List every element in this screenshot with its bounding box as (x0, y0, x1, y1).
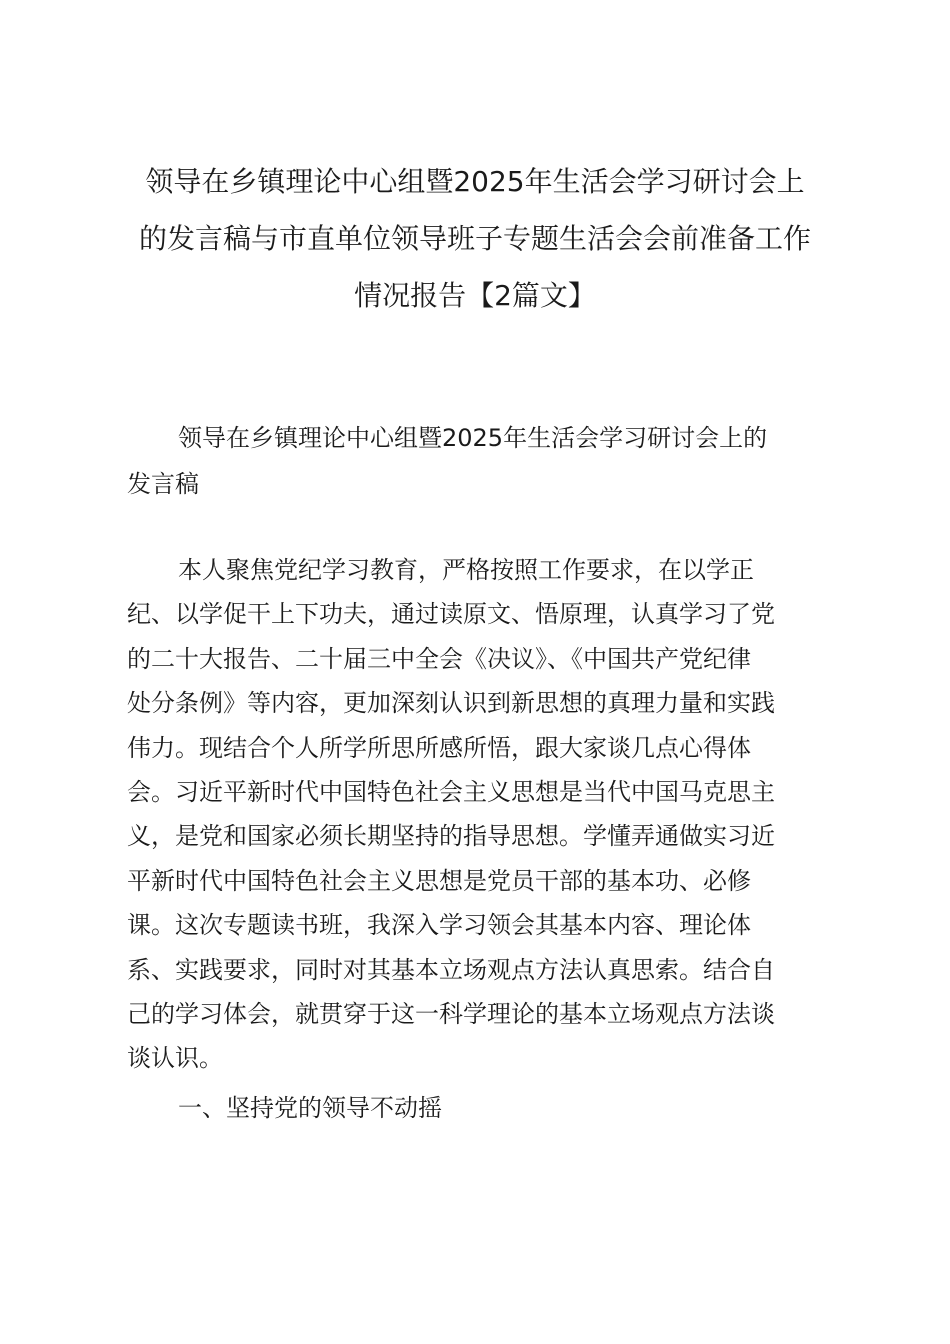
paragraph-line: 系、实践要求，同时对其基本立场观点方法认真思索。结合自 (127, 955, 775, 984)
title-line: 情况报告【2篇文】 (354, 279, 596, 312)
paragraph-line: 己的学习体会，就贯穿于这一科学理论的基本立场观点方法谈 (127, 1000, 775, 1029)
paragraph-line: 处分条例》等内容，更加深刻认识到新思想的真理力量和实践 (127, 689, 775, 718)
paragraph-line: 谈认识。 (127, 1044, 223, 1073)
paragraph-line: 课。这次专题读书班，我深入学习领会其基本内容、理论体 (127, 911, 751, 940)
title-line: 领导在乡镇理论中心组暨2025年生活会学习研讨会上 (145, 165, 805, 198)
paragraph-line: 义，是党和国家必须长期坚持的指导思想。学懂弄通做实习近 (127, 822, 775, 851)
title-line: 的发言稿与市直单位领导班子专题生活会会前准备工作 (138, 222, 811, 255)
paragraph-line: 纪、以学促干上下功夫，通过读原文、悟原理，认真学习了党 (127, 600, 775, 629)
body-paragraph (127, 548, 827, 1081)
paragraph-line: 会。习近平新时代中国特色社会主义思想是当代中国马克思主 (127, 778, 775, 807)
paragraph-line: 的二十大报告、二十届三中全会《决议》、《中国共产党纪律 (127, 644, 751, 673)
section-heading-line: 发言稿 (127, 470, 199, 498)
paragraph-line: 本人聚焦党纪学习教育，严格按照工作要求，在以学正 (178, 556, 754, 584)
sub-heading: 一、坚持党的领导不动摇 (178, 1094, 442, 1122)
section-heading-line: 领导在乡镇理论中心组暨2025年生活会学习研讨会上的 (178, 424, 768, 452)
document-title (120, 153, 830, 324)
paragraph-line: 伟力。现结合个人所学所思所感所悟，跟大家谈几点心得体 (127, 733, 751, 762)
paragraph-line: 平新时代中国特色社会主义思想是党员干部的基本功、必修 (127, 866, 751, 895)
section-heading (127, 415, 827, 507)
